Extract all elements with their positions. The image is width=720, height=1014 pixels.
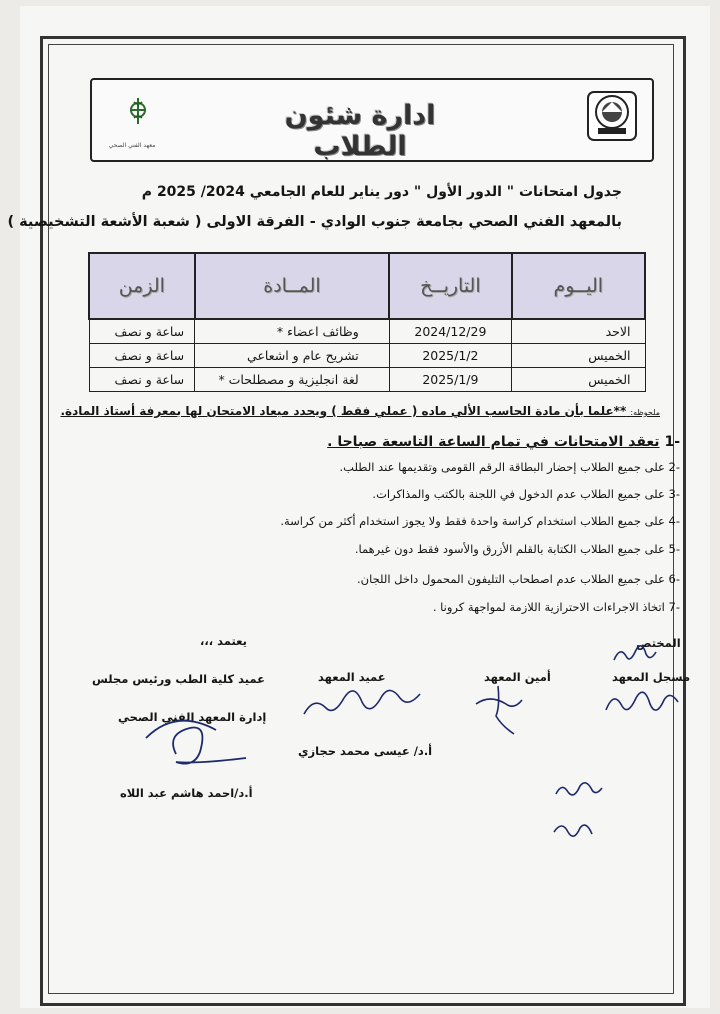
- note-text: **علما بأن مادة الحاسب الألي ماده ( عملي فقط ) ويحدد ميعاد الامتحان لها بمعرفة أستاذ المادة.: [60, 404, 627, 418]
- schedule-subtitle: بالمعهد الفني الصحي بجامعة جنوب الوادي - الفرقة الاولى ( شعبة الأشعة التشخيصية ): [7, 214, 622, 230]
- instruction-item: [340, 460, 680, 474]
- instruction-text: تعقد الامتحانات في تمام الساعة التاسعة صباحا .: [327, 434, 660, 450]
- instruction-number: -2: [668, 460, 680, 474]
- instruction-text: على جميع الطلاب عدم الدخول في اللجنة بالكتب والمذاكرات.: [372, 487, 665, 501]
- cell-date: 2024/12/29: [389, 319, 511, 344]
- secretary-signature-icon: [468, 682, 532, 738]
- note: [60, 404, 660, 418]
- registrar-label: مسجل المعهد: [612, 670, 691, 684]
- instruction-text: على جميع الطلاب إحضار البطاقة الرقم القومى وتقديمها عند الطلب.: [339, 460, 665, 474]
- instruction-number: -6: [668, 572, 680, 586]
- instruction-item: [355, 542, 680, 556]
- header-day: اليــوم: [512, 253, 645, 319]
- header-date: التاريــخ: [389, 253, 511, 319]
- table-row: [89, 368, 645, 392]
- table-row: [89, 319, 645, 344]
- dean-institute-signature-icon: [298, 684, 428, 728]
- dean-medicine-signature-icon: [136, 714, 256, 770]
- cell-time: ساعة و نصف: [89, 344, 195, 368]
- cell-subject: تشريح عام و اشعاعي: [195, 344, 390, 368]
- cell-time: ساعة و نصف: [89, 319, 195, 344]
- institute-logo-icon: [100, 84, 164, 142]
- handwritten-initials-icon: [548, 814, 598, 844]
- university-logo-icon: [584, 88, 640, 144]
- dean-medicine-label: عميد كلية الطب ورئيس مجلس: [92, 672, 265, 686]
- cell-day: الخميس: [512, 368, 645, 392]
- header-time: الزمن: [89, 253, 195, 319]
- cell-day: الخميس: [512, 344, 645, 368]
- instruction-number: -4: [668, 514, 680, 528]
- instruction-item: [357, 572, 680, 586]
- cell-subject: لغة انجليزية و مصطلحات *: [195, 368, 390, 392]
- instruction-number: -5: [668, 542, 680, 556]
- instruction-item: [280, 514, 680, 528]
- note-label: ملحوظه:: [630, 408, 660, 417]
- administration-label: إدارة المعهد الفني الصحي: [118, 710, 267, 724]
- registrar-signature-icon: [600, 682, 690, 722]
- table-header-row: [89, 253, 645, 319]
- exam-schedule-table: [88, 252, 646, 392]
- instruction-item: [327, 434, 680, 450]
- instruction-number: -3: [668, 487, 680, 501]
- specialist-label: المختص: [636, 636, 681, 650]
- instruction-number: -7: [668, 600, 680, 614]
- instruction-text: على جميع الطلاب عدم اصطحاب التليفون المحمول داخل اللجان.: [356, 572, 665, 586]
- instruction-text: على جميع الطلاب استخدام كراسة واحدة فقط ولا يجوز استخدام أكثر من كراسة.: [280, 514, 665, 528]
- instruction-number: -1: [664, 434, 680, 450]
- specialist-signature-icon: [610, 640, 660, 668]
- cell-time: ساعة و نصف: [89, 368, 195, 392]
- table-row: [89, 344, 645, 368]
- secretary-label: أمين المعهد: [484, 670, 551, 684]
- dean-medicine-name: أ.د/احمد هاشم عبد اللاه: [120, 786, 253, 800]
- instruction-text: على جميع الطلاب الكتابة بالقلم الأزرق والأسود فقط دون غيرهما.: [354, 542, 665, 556]
- instruction-item: [433, 600, 680, 614]
- schedule-title: جدول امتحانات " الدور الأول " دور يناير للعام الجامعي 2024/ 2025 م: [141, 184, 622, 200]
- instruction-item: [372, 487, 680, 501]
- cell-day: الاحد: [512, 319, 645, 344]
- cell-subject: وظائف اعضاء *: [195, 319, 390, 344]
- dean-institute-name: أ.د/ عيسى محمد حجازي: [298, 744, 433, 758]
- dean-institute-label: عميد المعهد: [318, 670, 386, 684]
- institute-logo-text: معهد الفني الصحي: [108, 142, 156, 149]
- approved-label: يعتمد ،،،: [200, 634, 247, 648]
- cell-date: 2025/1/2: [389, 344, 511, 368]
- page-title: ادارة شئون الطلاب: [284, 100, 436, 162]
- instruction-text: اتخاذ الاجراءات الاحترازية اللازمة لمواجهة كرونا .: [432, 600, 665, 614]
- header-subject: المــادة: [195, 253, 390, 319]
- handwritten-note-icon: [550, 774, 610, 804]
- cell-date: 2025/1/9: [389, 368, 511, 392]
